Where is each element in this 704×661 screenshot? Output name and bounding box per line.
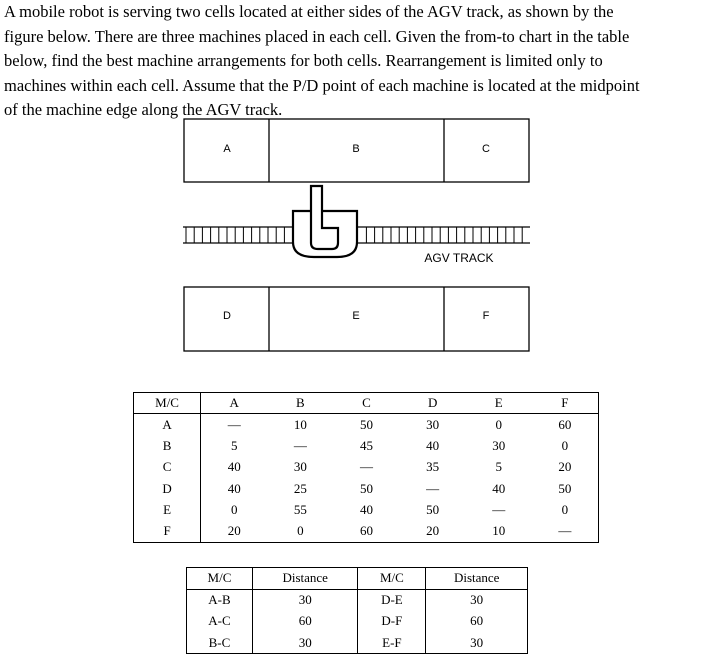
header-cell: Distance	[426, 568, 528, 590]
flow-value: —	[426, 480, 440, 496]
flow-value: 40	[492, 480, 506, 496]
flow-value: 0	[495, 416, 503, 432]
row-label: C	[134, 457, 201, 478]
machine-pair: E-F	[358, 632, 426, 654]
flow-value: 0	[561, 502, 569, 518]
flow-value: 0	[230, 502, 238, 518]
row-label: E	[134, 499, 201, 520]
bottom-cell-outline	[184, 287, 529, 351]
flow-value: 20	[558, 459, 572, 475]
flow-value: 50	[426, 502, 440, 518]
header-cell: Distance	[252, 568, 358, 590]
distance-table	[186, 567, 528, 654]
flow-value: —	[227, 416, 241, 432]
flow-value: 30	[426, 416, 440, 432]
header-cell: D	[400, 393, 466, 414]
bottom-cell	[184, 287, 529, 351]
row-label: A	[134, 414, 201, 435]
distance-header-row	[187, 568, 528, 590]
distance-row	[187, 611, 528, 633]
distance-row	[187, 589, 528, 611]
flow-value: 10	[492, 523, 506, 539]
header-cell: C	[333, 393, 399, 414]
agv-track	[183, 227, 530, 243]
flow-value: 30	[492, 437, 506, 453]
from-to-header-row	[134, 393, 599, 414]
machine-pair: A-C	[187, 611, 253, 633]
distance-value: 30	[470, 592, 484, 608]
header-cell: B	[267, 393, 333, 414]
robot-body	[293, 211, 357, 257]
machine-pair: D-F	[358, 611, 426, 633]
flow-value: 60	[558, 416, 572, 432]
header-cell: M/C	[187, 568, 253, 590]
distance-row	[187, 632, 528, 654]
flow-value: 40	[227, 480, 241, 496]
from-to-row	[134, 521, 599, 542]
machine-label-b: B	[352, 143, 360, 155]
top-cell	[184, 119, 529, 182]
flow-value: 40	[227, 459, 241, 475]
distance-value: 30	[252, 632, 358, 654]
flow-value: —	[293, 437, 307, 453]
flow-value: 5	[230, 437, 238, 453]
header-cell: E	[466, 393, 532, 414]
distance-value: 30	[470, 634, 484, 650]
flow-value: —	[558, 523, 572, 539]
flow-value: —	[492, 502, 506, 518]
from-to-row	[134, 499, 599, 520]
problem-statement	[4, 0, 704, 123]
machine-label-f: F	[482, 310, 490, 322]
flow-value: 5	[495, 459, 503, 475]
header-cell: A	[201, 393, 268, 414]
row-label: F	[134, 521, 201, 542]
flow-value: 30	[293, 459, 307, 475]
from-to-row	[134, 478, 599, 499]
from-to-row	[134, 414, 599, 435]
flow-value: 40	[359, 502, 373, 518]
header-cell: F	[532, 393, 599, 414]
machine-label-c: C	[482, 143, 490, 155]
distance-value: 30	[252, 589, 358, 611]
flow-value: 55	[293, 502, 307, 518]
robot-arm	[311, 186, 338, 249]
flow-value: 40	[426, 437, 440, 453]
from-to-chart	[133, 392, 599, 543]
machine-label-e: E	[352, 310, 360, 322]
row-label: B	[134, 435, 201, 456]
problem-line: of the machine edge along the AGV track.	[4, 100, 283, 119]
mobile-robot	[293, 186, 357, 257]
distance-value: 60	[470, 613, 484, 629]
machine-pair: B-C	[187, 632, 253, 654]
machine-label-d: D	[223, 310, 231, 322]
header-cell: M/C	[358, 568, 426, 590]
flow-value: 20	[426, 523, 440, 539]
flow-value: 45	[359, 437, 373, 453]
problem-line: machines within each cell. Assume that the P/D point of each machine is located at the midpoint	[4, 75, 640, 95]
flow-value: —	[359, 459, 373, 475]
flow-value: 0	[561, 437, 569, 453]
flow-value: 50	[359, 416, 373, 432]
header-cell: M/C	[134, 393, 201, 414]
flow-value: 0	[297, 523, 304, 539]
top-cell-outline	[184, 119, 529, 182]
flow-value: 25	[293, 480, 307, 496]
problem-line: figure below. There are three machines placed in each cell. Given the from-to chart in the table	[4, 26, 630, 46]
from-to-row	[134, 457, 599, 478]
from-to-body	[134, 414, 599, 542]
agv-track-label: AGV TRACK	[424, 251, 494, 265]
flow-value: 60	[359, 523, 373, 539]
flow-value: 50	[359, 480, 373, 496]
from-to-row	[134, 435, 599, 456]
flow-value: 35	[426, 459, 440, 475]
machine-pair: D-E	[358, 589, 426, 611]
machine-pair: A-B	[187, 589, 253, 611]
distance-body	[187, 589, 528, 654]
flow-value: 50	[558, 480, 572, 496]
machine-label-a: A	[223, 143, 231, 155]
distance-value: 60	[252, 611, 358, 633]
flow-value: 10	[293, 416, 307, 432]
problem-line: below, find the best machine arrangements for both cells. Rearrangement is limited only to	[4, 51, 603, 70]
row-label: D	[134, 478, 201, 499]
problem-line: A mobile robot is serving two cells located at either sides of the AGV track, as shown by the	[4, 2, 614, 21]
track-ties	[186, 227, 522, 243]
flow-value: 20	[227, 523, 241, 539]
